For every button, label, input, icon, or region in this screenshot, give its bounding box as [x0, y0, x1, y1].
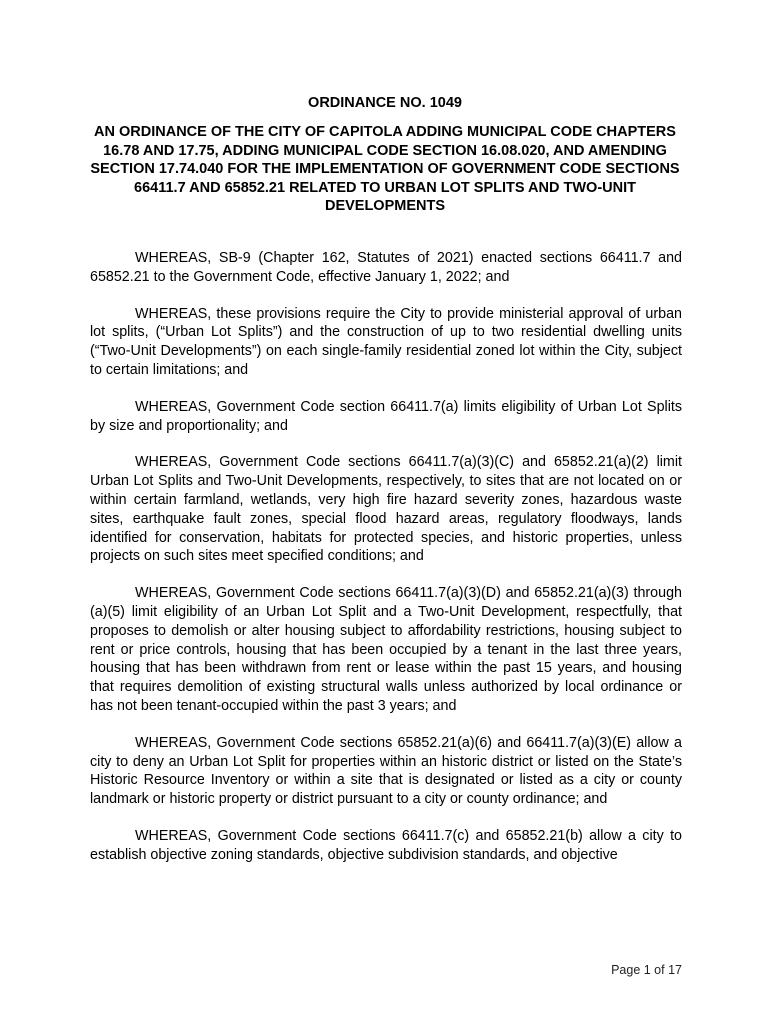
paragraph-whereas-6: WHEREAS, Government Code sections 65852.21(a)(6) and 66411.7(a)(3)(E) allow a city to deny an Urban Lot Split for properties within an historic district or listed on the State’s Historic Resource Inventory or within a site that is designated or listed as a city or county landmark or historic property or district pursuant to a city or county ordinance; and — [90, 734, 682, 808]
paragraph-whereas-7: WHEREAS, Government Code sections 66411.7(c) and 65852.21(b) allow a city to establish objective zoning standards, objective subdivision standards, and objective — [90, 827, 682, 863]
paragraph-whereas-5: WHEREAS, Government Code sections 66411.7(a)(3)(D) and 65852.21(a)(3) through (a)(5) limit eligibility of an Urban Lot Split and a Two-Unit Development, respectfully, that proposes to demolish or alter housing subject to affordability restrictions, housing subject to rent or price controls, housing that has been occupied by a tenant in the last three years, housing that has been withdrawn from rent or lease within the past 15 years, and housing that requires demolition of existing structural walls unless authorized by local ordinance or has not been tenant-occupied within the past 3 years; and — [90, 585, 682, 714]
paragraph-whereas-1: WHEREAS, SB-9 (Chapter 162, Statutes of 2021) enacted sections 66411.7 and 65852.21 to the Government Code, effective January 1, 2022; and — [90, 250, 682, 285]
paragraph-whereas-3: WHEREAS, Government Code section 66411.7(a) limits eligibility of Urban Lot Splits by size and proportionality; and — [90, 398, 682, 434]
document-body — [90, 249, 682, 883]
ordinance-number: ORDINANCE NO. 1049 — [308, 95, 462, 111]
page-number: Page 1 of 17 — [611, 963, 682, 977]
paragraph-whereas-4: WHEREAS, Government Code sections 66411.7(a)(3)(C) and 65852.21(a)(2) limit Urban Lot Splits and Two-Unit Developments, respectively, to sites that are not located on or within certain farmland, wetlands, very high fire hazard severity zones, hazardous waste sites, earthquake fault zones, special flood hazard areas, regulatory floodways, lands identified for conservation, habitats for protected species, and historic properties, unless projects on such sites meet specified conditions; and — [90, 454, 682, 565]
paragraph-whereas-2: WHEREAS, these provisions require the City to provide ministerial approval of urban lot splits, (“Urban Lot Splits”) and the construction of up to two residential dwelling units (“Two-Unit Developments”) on each single-family residential zoned lot within the City, subject to certain limitations; and — [90, 305, 682, 378]
ordinance-title: AN ORDINANCE OF THE CITY OF CAPITOLA ADDING MUNICIPAL CODE CHAPTERS 16.78 AND 17.75, ADDING MUNICIPAL CODE SECTION 16.08.020, AND AMENDING SECTION 17.74.040 FOR THE IMPLEMENTATION OF GOVERNMENT CODE SECTIONS 66411.7 AND 65852.21 RELATED TO URBAN LOT SPLITS AND TWO-UNIT DEVELOPMENTS — [90, 124, 680, 215]
